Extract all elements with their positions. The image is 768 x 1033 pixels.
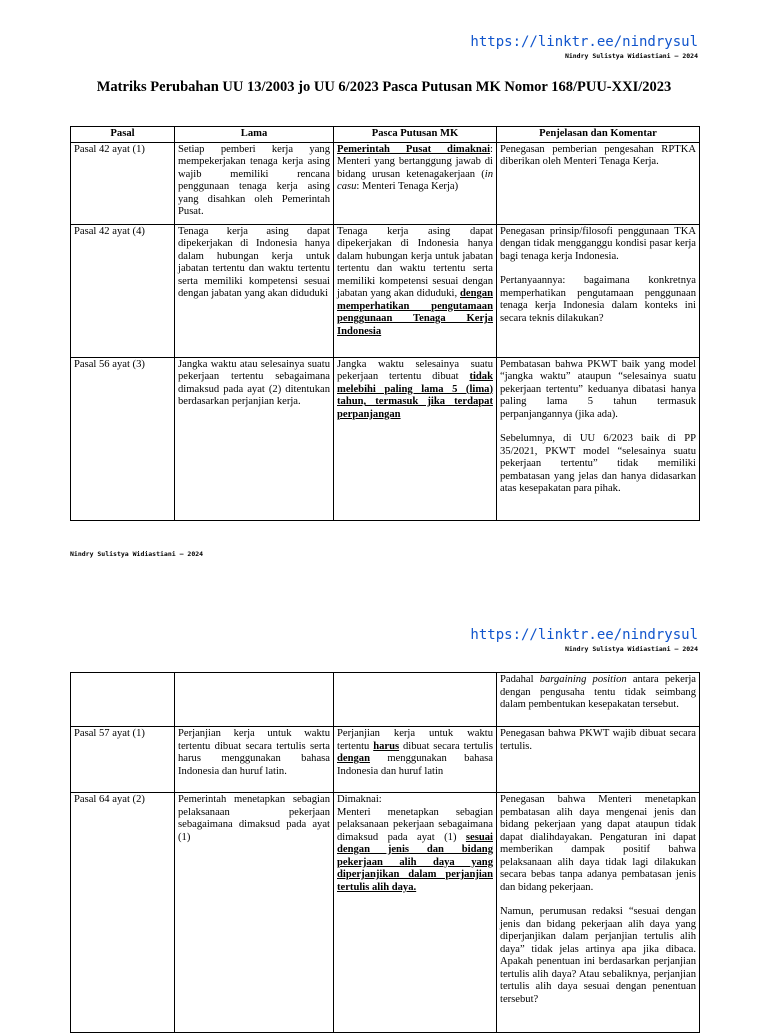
header-penjelasan: Penjelasan dan Komentar	[497, 127, 700, 143]
cell-text: : Menteri yang bertanggung jawab di bidang urusan ketenagakerjaan (	[337, 143, 493, 180]
cell-penjelasan	[497, 357, 700, 520]
cell-text: Padahal	[500, 674, 534, 685]
comment-paragraph: Namun, perumusan redaksi “sesuai dengan jenis dan bidang pekerjaan alih daya yang diperjanjikan dalam perjanjian tertulis alih daya” tidak jelas artinya apa jika dibaca. Apakah penentuan ini berdasarkan perjanjian tertulis alih daya? Atau sebaliknya, perjanjian tertulis alih daya sesuai dengan penentuan tersebut?	[500, 906, 696, 1005]
table-row	[71, 357, 700, 520]
cell-pasal: Pasal 42 ayat (1)	[71, 142, 175, 224]
emphasis-text: Pemerintah Pusat dimaknai	[337, 143, 491, 155]
cell-lama	[175, 673, 334, 727]
cell-lama: Perjanjian kerja untuk waktu tertentu dibuat secara tertulis serta harus menggunakan bahasa Indonesia dan huruf latin.	[175, 727, 334, 793]
linktree-link-page2[interactable]: https://linktr.ee/nindrysul	[470, 627, 698, 643]
cell-pasal	[71, 673, 175, 727]
comment-paragraph: Pertanyaannya: bagaimana konkretnya memperhatikan pengutamaan penggunaan tenaga kerja Indonesia dalam konteks ini secara teknis dilakukan?	[500, 275, 696, 324]
cell-penjelasan	[497, 673, 700, 727]
cell-pasal: Pasal 64 ayat (2)	[71, 793, 175, 1033]
header-lama: Lama	[175, 127, 334, 143]
cell-pasca	[334, 673, 497, 727]
header-pasal: Pasal	[71, 127, 175, 143]
cell-pasca	[334, 727, 497, 793]
table-row	[71, 224, 700, 357]
cell-text: Jangka waktu selesainya suatu pekerjaan tertentu dibuat	[337, 358, 493, 382]
cell-penjelasan: Penegasan bahwa PKWT wajib dibuat secara tertulis.	[497, 727, 700, 793]
header-pasca: Pasca Putusan MK	[334, 127, 497, 143]
cell-penjelasan	[497, 793, 700, 1033]
italic-text: bargaining position	[539, 674, 627, 685]
cell-text: : Menteri Tenaga Kerja)	[356, 181, 459, 192]
emphasis-text: dengan	[337, 753, 370, 764]
cell-label: Dimaknai:	[337, 794, 382, 805]
comment-paragraph: Penegasan prinsip/filosofi penggunaan TKA dengan tidak mengganggu kondisi pasar kerja bagi tenaga kerja Indonesia.	[500, 225, 696, 262]
cell-pasal: Pasal 57 ayat (1)	[71, 727, 175, 793]
cell-text: Tenaga kerja asing dapat dipekerjakan di Indonesia hanya dalam hubungan kerja untuk jabatan tertentu dan waktu tertentu serta memiliki kompetensi sesuai dengan jabatan yang akan diduduki,	[337, 225, 493, 299]
cell-lama: Pemerintah menetapkan sebagian pelaksanaan pekerjaan sebagaimana dimaksud pada ayat (1)	[175, 793, 334, 1033]
cell-text: dibuat secara tertulis	[402, 740, 493, 752]
cell-penjelasan: Penegasan pemberian pengesahan RPTKA diberikan oleh Menteri Tenaga Kerja.	[497, 142, 700, 224]
matrix-table	[70, 126, 700, 521]
author-credit: Nindry Sulistya Widiastiani – 2024	[564, 52, 698, 60]
cell-penjelasan	[497, 224, 700, 357]
cell-text: Menteri menetapkan sebagian pelaksanaan pekerjaan sebagaimana dimaksud pada ayat (1)	[337, 806, 493, 843]
author-credit-page2: Nindry Sulistya Widiastiani – 2024	[564, 645, 698, 653]
cell-lama: Setiap pemberi kerja yang mempekerjakan tenaga kerja asing wajib memiliki rencana penggunaan tenaga kerja asing yang disahkan oleh Pemerintah Pusat.	[175, 142, 334, 224]
cell-pasca	[334, 793, 497, 1033]
cell-lama: Tenaga kerja asing dapat dipekerjakan di Indonesia hanya dalam hubungan kerja untuk jabatan tertentu dan waktu tertentu serta memiliki kompetensi sesuai dengan jabatan yang akan diduduki	[175, 224, 334, 357]
cell-text: Perjanjian kerja untuk waktu tertentu	[337, 728, 493, 752]
emphasis-text: harus	[373, 740, 400, 752]
page-footer: Nindry Sulistya Widiastiani – 2024	[70, 550, 204, 558]
emphasis-text: tidak melebihi paling lama 5 (lima) tahun, termasuk jika terdapat perpanjangan	[337, 371, 493, 420]
matrix-table-continued	[70, 672, 700, 1033]
table-header-row	[71, 127, 700, 143]
cell-pasca	[334, 224, 497, 357]
comment-paragraph: Sebelumnya, di UU 6/2023 baik di PP 35/2021, PKWT model “selesainya suatu pekerjaan tertentu” tidak memiliki pembatasan yang jelas dan hanya didasarkan atas kesepakatan para pihak.	[500, 433, 696, 494]
cell-text: antara pekerja dengan pengusaha tentu tidak seimbang dalam pembentukan kesepakatan tersebut.	[500, 674, 696, 710]
document-title: Matriks Perubahan UU 13/2003 jo UU 6/2023 Pasca Putusan MK Nomor 168/PUU-XXI/2023	[96, 79, 672, 95]
comment-paragraph: Pembatasan bahwa PKWT baik yang model “jangka waktu” ataupun “selesainya suatu pekerjaan tertentu” keduanya dibatasi hanya paling lama 5 tahun termasuk perpanjangannya (jika ada).	[500, 358, 696, 420]
cell-text: menggunakan bahasa Indonesia dan huruf latin	[337, 753, 493, 777]
cell-pasal: Pasal 56 ayat (3)	[71, 357, 175, 520]
emphasis-text: dengan memperhatikan pengutamaan penggunaan Tenaga Kerja Indonesia	[337, 288, 493, 337]
cell-pasca	[334, 142, 497, 224]
cell-pasca	[334, 357, 497, 520]
italic-text: in casu	[337, 168, 493, 192]
table-row	[71, 793, 700, 1033]
table-row	[71, 673, 700, 727]
emphasis-text: sesuai dengan jenis dan bidang pekerjaan alih daya yang diperjanjikan dalam perjanjian tertulis alih daya.	[337, 831, 493, 893]
table-row	[71, 142, 700, 224]
cell-pasal: Pasal 42 ayat (4)	[71, 224, 175, 357]
table-row	[71, 727, 700, 793]
linktree-link[interactable]: https://linktr.ee/nindrysul	[470, 34, 698, 50]
comment-paragraph: Penegasan bahwa Menteri menetapkan pembatasan alih daya mengenai jenis dan bidang pekerjaan yang dapat ataupun tidak dapat dialihdayakan. Pengaturan ini dapat memberikan dampak positif bahwa pelaksanaan alih daya tidak lagi dilakukan secara bebas tanpa adanya pembatasan jenis dan bidang pekerjaan.	[500, 794, 696, 893]
cell-lama: Jangka waktu atau selesainya suatu pekerjaan tertentu sebagaimana dimaksud pada ayat (2) ditentukan berdasarkan perjanjian kerja.	[175, 357, 334, 520]
